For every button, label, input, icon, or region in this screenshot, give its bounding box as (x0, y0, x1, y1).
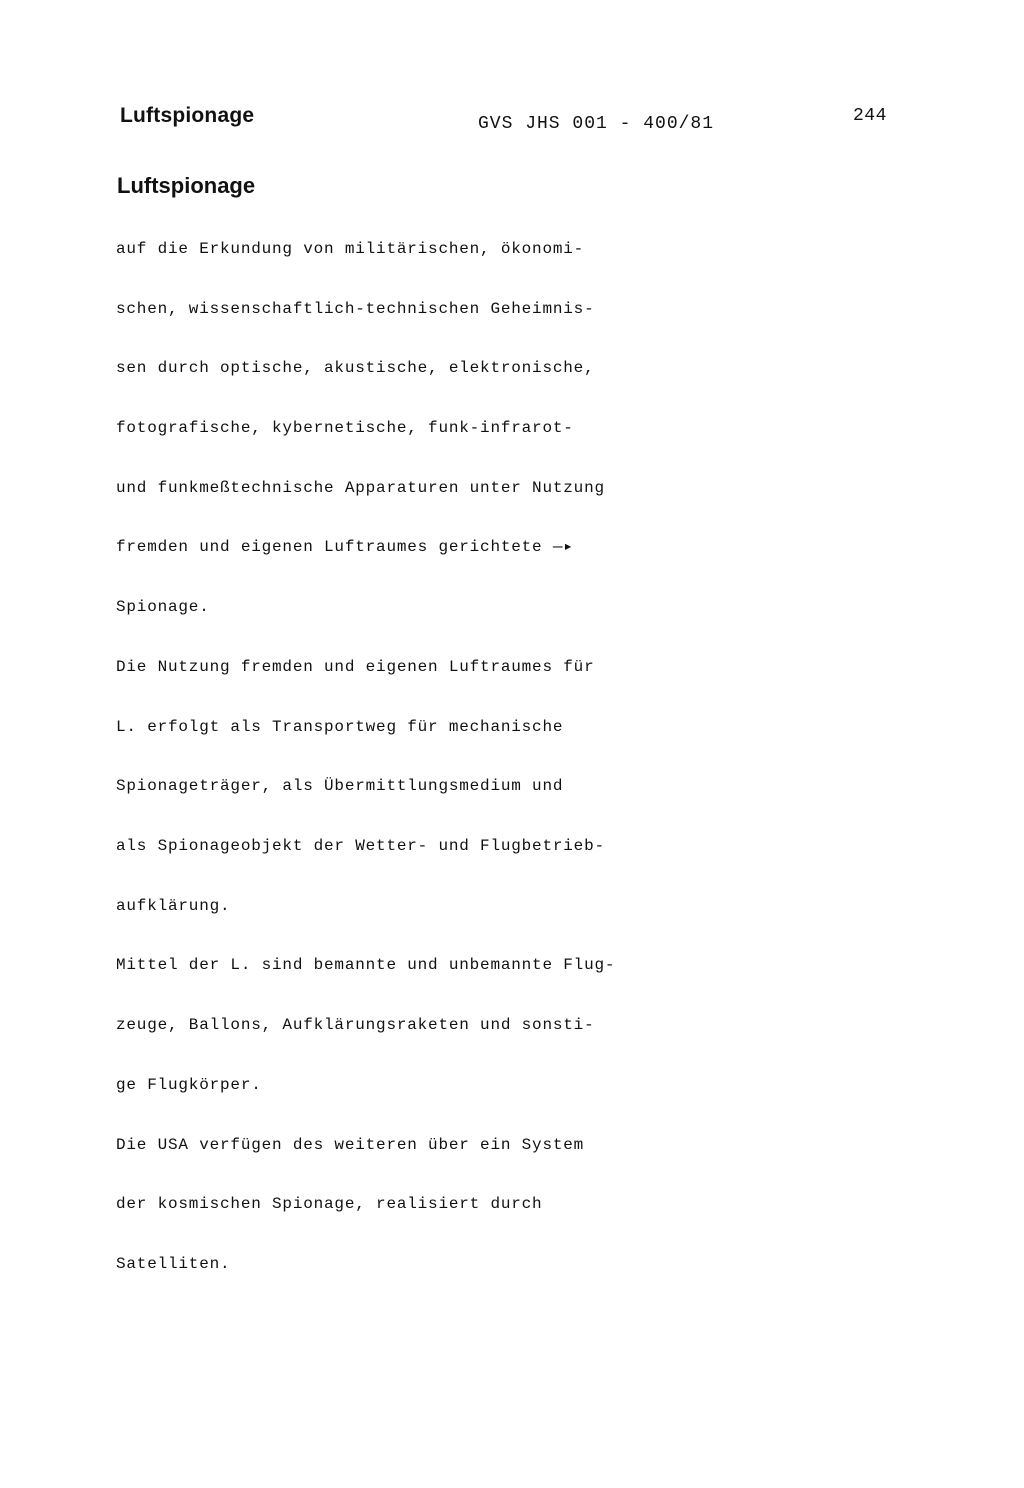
body-line: Satelliten. (116, 1255, 231, 1274)
entry-body (116, 200, 716, 1315)
body-line: ge Flugkörper. (116, 1075, 262, 1094)
body-line: aufklärung. (116, 896, 231, 915)
entry-title: Luftspionage (117, 173, 256, 198)
document-id: GVS JHS 001 - 400/81 (478, 114, 715, 134)
body-line: L. erfolgt als Transportweg für mechanische (116, 717, 564, 736)
body-line: sen durch optische, akustische, elektronische, (116, 359, 595, 378)
body-line: fremden und eigenen Luftraumes gerichtete —▸ (116, 538, 574, 557)
body-line: fotografische, kybernetische, funk-infrarot- (116, 418, 574, 437)
body-line: zeuge, Ballons, Aufklärungsraketen und sonsti- (116, 1016, 595, 1035)
body-line: und funkmeßtechnische Apparaturen unter Nutzung (116, 478, 605, 497)
body-line: Mittel der L. sind bemannte und unbemannte Flug- (116, 956, 616, 975)
header-keyword: Luftspionage (120, 104, 255, 127)
body-line: Spionage. (116, 598, 210, 617)
page-number: 244 (853, 106, 887, 126)
body-line: schen, wissenschaftlich-technischen Geheimnis- (116, 299, 595, 318)
body-line: Die USA verfügen des weiteren über ein System (116, 1135, 585, 1154)
body-line: Die Nutzung fremden und eigenen Luftraumes für (116, 657, 595, 676)
body-line: Spionageträger, als Übermittlungsmedium und (116, 777, 564, 796)
body-line: auf die Erkundung von militärischen, ökonomi- (116, 239, 585, 258)
body-line: als Spionageobjekt der Wetter- und Flugbetrieb- (116, 837, 605, 855)
body-line: der kosmischen Spionage, realisiert durch (116, 1195, 543, 1214)
